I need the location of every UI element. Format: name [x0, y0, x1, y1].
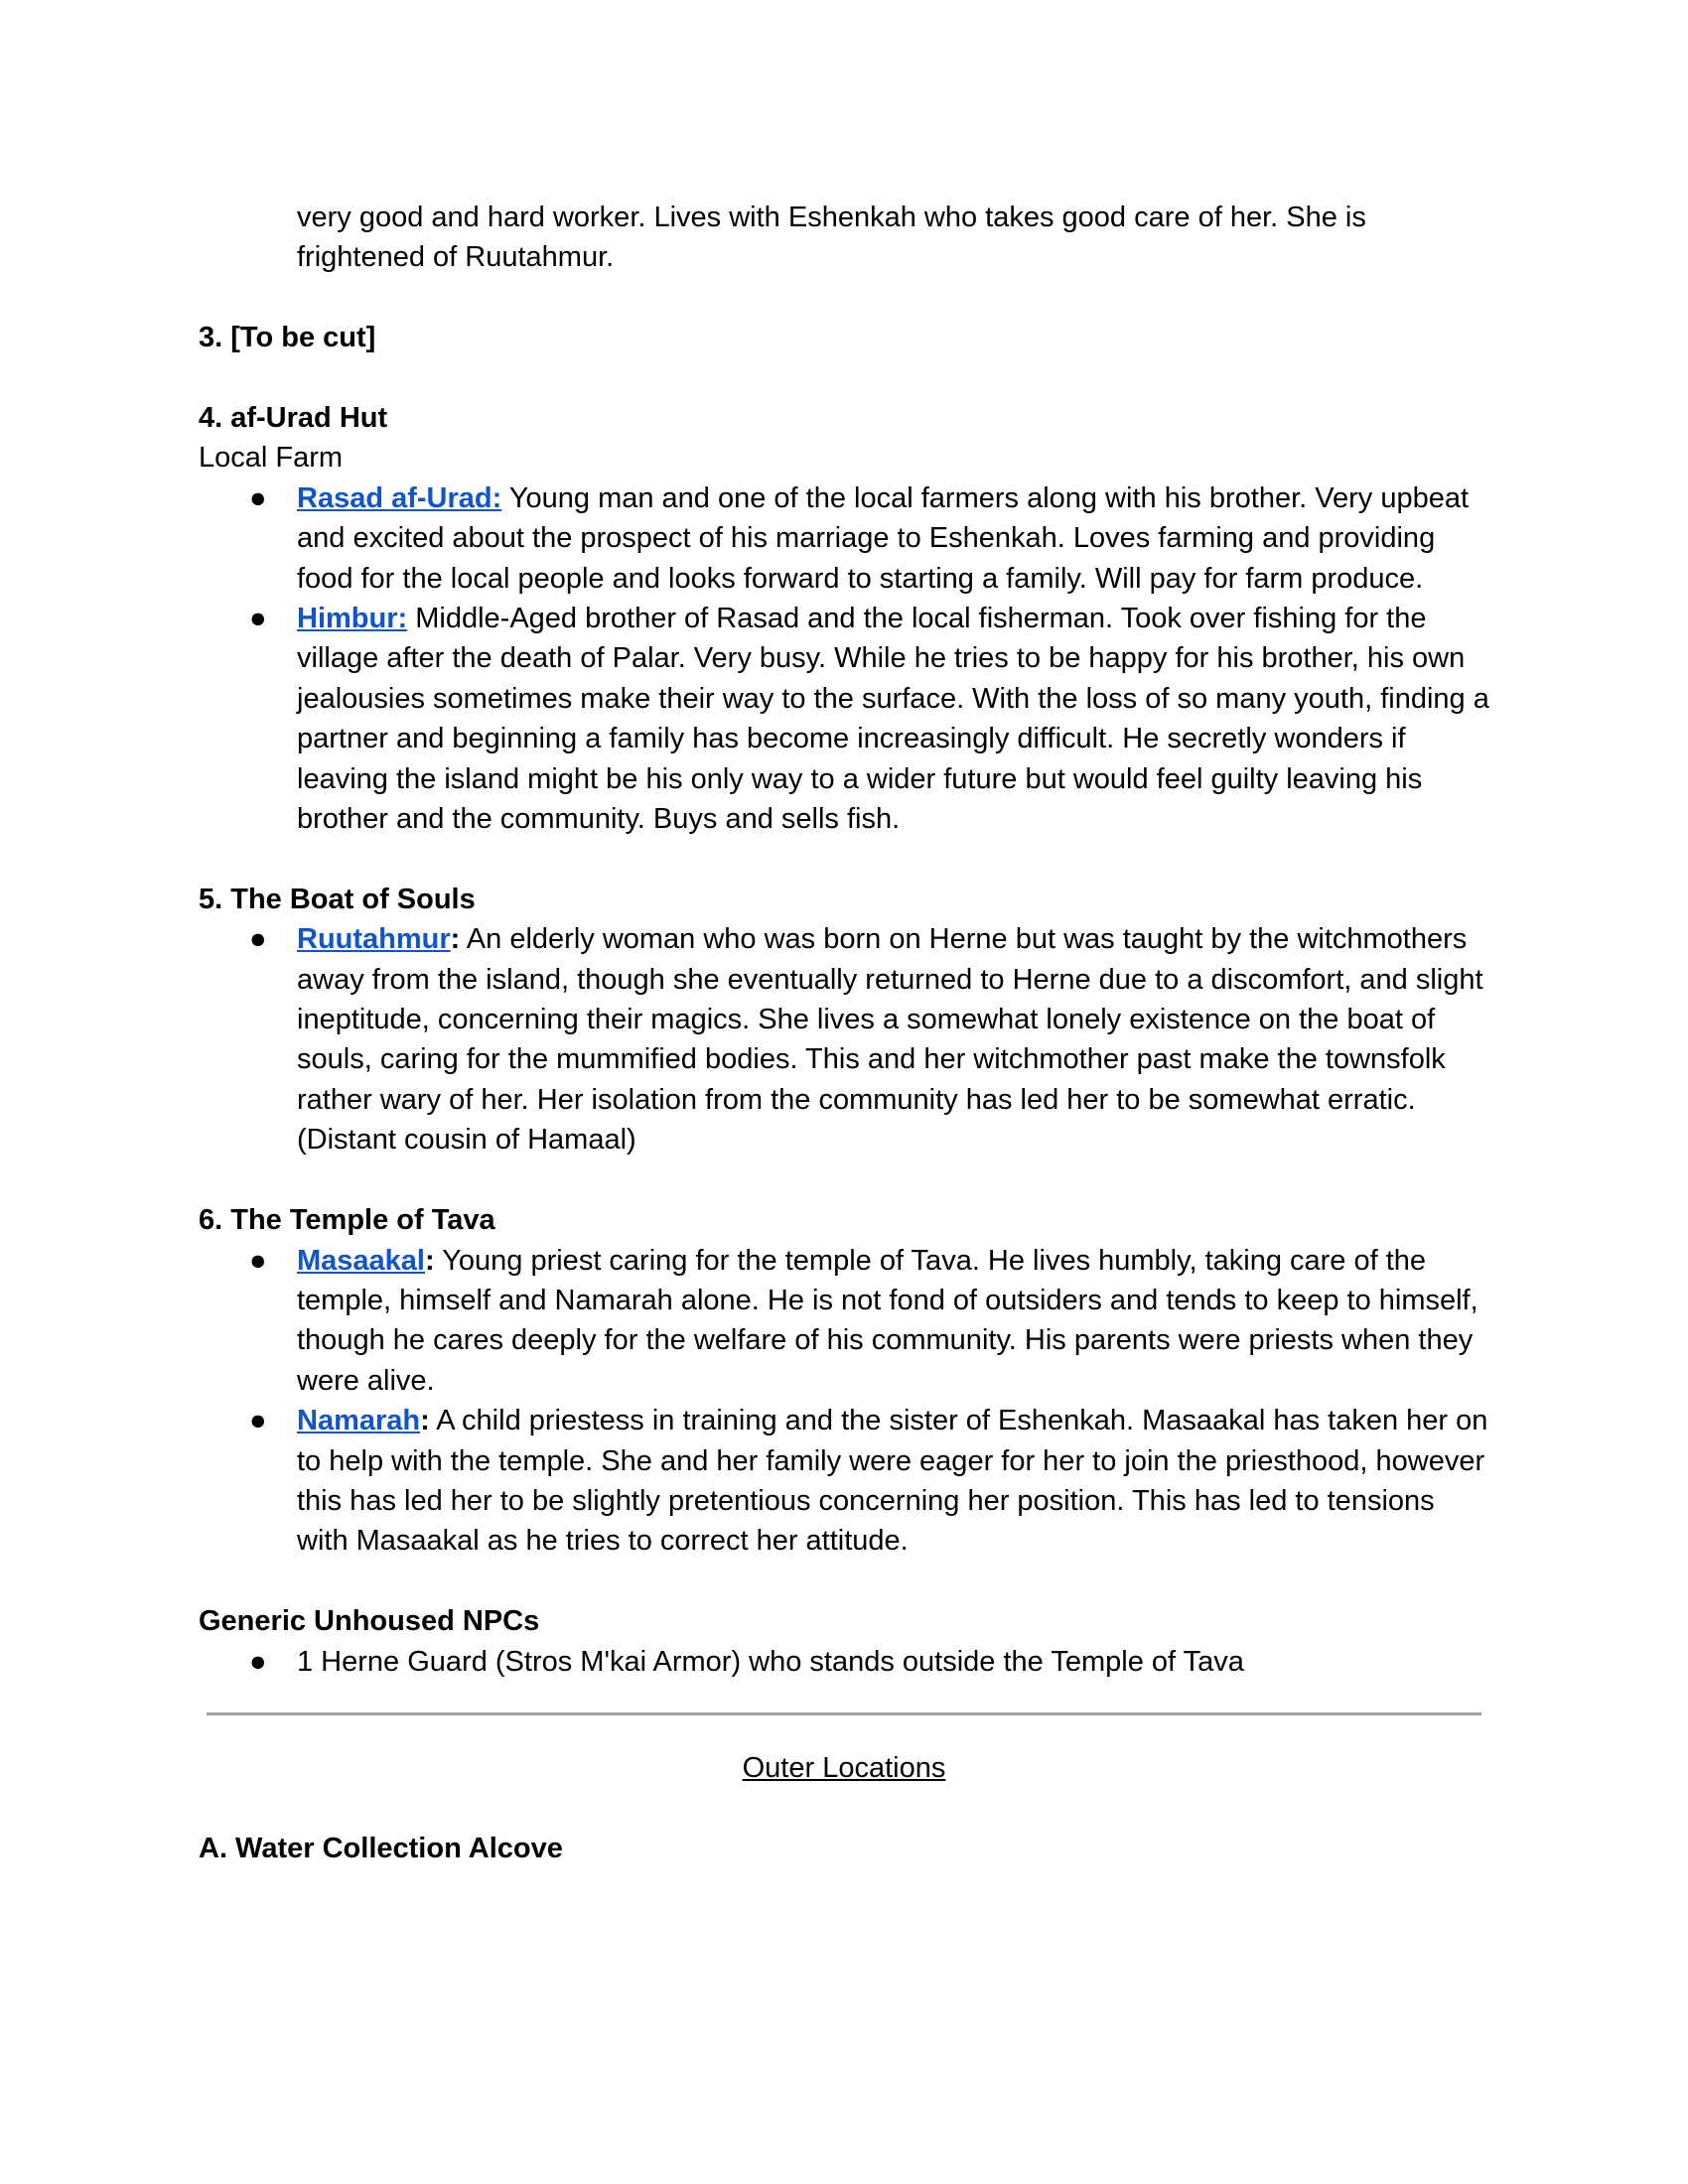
bullet-icon: ●: [249, 1405, 267, 1437]
npc-description: An elderly woman who was born on Herne but was taught by the witchmothers away from the island, though she eventually returned to Herne due to a discomfort, and slight ineptitude, concerning their magics. She lives a somewhat lonely existence on the boat of souls, caring for the mummified bodies. This and her witchmother past make the townsfolk rather wary of her. Her isolation from the community has led her to be somewhat erratic. (Distant cousin of Hamaal): [297, 923, 1483, 1157]
bullet-icon: ●: [249, 481, 267, 514]
npc-description: Young priest caring for the temple of Tava. He lives humbly, taking care of the temple, himself and Namarah alone. He is not fond of outsiders and tends to keep to himself, though he cares deeply for the welfare of his community. His parents were priests when they were alive.: [297, 1244, 1478, 1397]
list-item: [199, 599, 1489, 839]
list-item: [199, 1401, 1489, 1562]
heading-section-6: 6. The Temple of Tava: [199, 1204, 495, 1237]
bullet-icon: ●: [249, 923, 267, 956]
name-colon: :: [425, 1244, 435, 1277]
npc-link-namarah[interactable]: Namarah: [297, 1405, 421, 1437]
npc-description: A child priestess in training and the sister of Eshenkah. Masaakal has taken her on to help with the temple. She and her family were eager for her to join the priesthood, however this has led her to be slightly pretentious concerning her position. This has led to tensions with Masaakal as he tries to correct her attitude.: [297, 1405, 1488, 1558]
outer-locations-title: Outer Locations: [742, 1751, 946, 1784]
bullet-icon: ●: [249, 603, 267, 635]
continuation-paragraph: very good and hard worker. Lives with Eshenkah who takes good care of her. She is frightened of Ruutahmur.: [297, 202, 1366, 274]
subheading-local-farm: Local Farm: [199, 442, 344, 475]
section-5-list: [199, 919, 1489, 1160]
npc-link-ruutahmur[interactable]: Ruutahmur: [297, 923, 451, 956]
npc-description: 1 Herne Guard (Stros M'kai Armor) who stands outside the Temple of Tava: [297, 1645, 1244, 1678]
name-colon: :: [420, 1405, 430, 1437]
list-item: [199, 1241, 1489, 1402]
bullet-icon: ●: [249, 1244, 267, 1277]
heading-section-4: 4. af-Urad Hut: [199, 402, 388, 434]
generic-npcs-list: [199, 1642, 1489, 1682]
section-6-list: [199, 1241, 1489, 1562]
heading-generic-npcs: Generic Unhoused NPCs: [199, 1605, 540, 1638]
npc-link-rasad[interactable]: Rasad af-Urad:: [297, 481, 502, 514]
list-item: [199, 1642, 1489, 1682]
npc-description: Middle-Aged brother of Rasad and the local fisherman. Took over fishing for the village after the death of Palar. Very busy. While he tries to be happy for his brother, his own jealousies sometimes make their way to the surface. With the loss of so many youth, finding a partner and beginning a family has become increasingly difficult. He secretly wonders if leaving the island might be his only way to a wider future but would feel guilty leaving his brother and the community. Buys and sells fish.: [297, 603, 1489, 836]
heading-section-3: 3. [To be cut]: [199, 322, 376, 354]
horizontal-divider: [207, 1712, 1481, 1715]
npc-link-masaakal[interactable]: Masaakal: [297, 1244, 425, 1277]
name-colon: :: [450, 923, 461, 956]
heading-section-a: A. Water Collection Alcove: [199, 1832, 563, 1864]
document-content: [199, 198, 1489, 1868]
npc-description: Young man and one of the local farmers along with his brother. Very upbeat and excited about the prospect of his marriage to Eshenkah. Loves farming and providing food for the local people and looks forward to starting a family. Will pay for farm produce.: [297, 481, 1470, 595]
npc-link-himbur[interactable]: Himbur:: [297, 603, 408, 635]
heading-section-5: 5. The Boat of Souls: [199, 883, 476, 915]
section-4-list: [199, 478, 1489, 840]
list-item: [199, 919, 1489, 1160]
bullet-icon: ●: [249, 1645, 267, 1678]
list-item: [199, 478, 1489, 599]
